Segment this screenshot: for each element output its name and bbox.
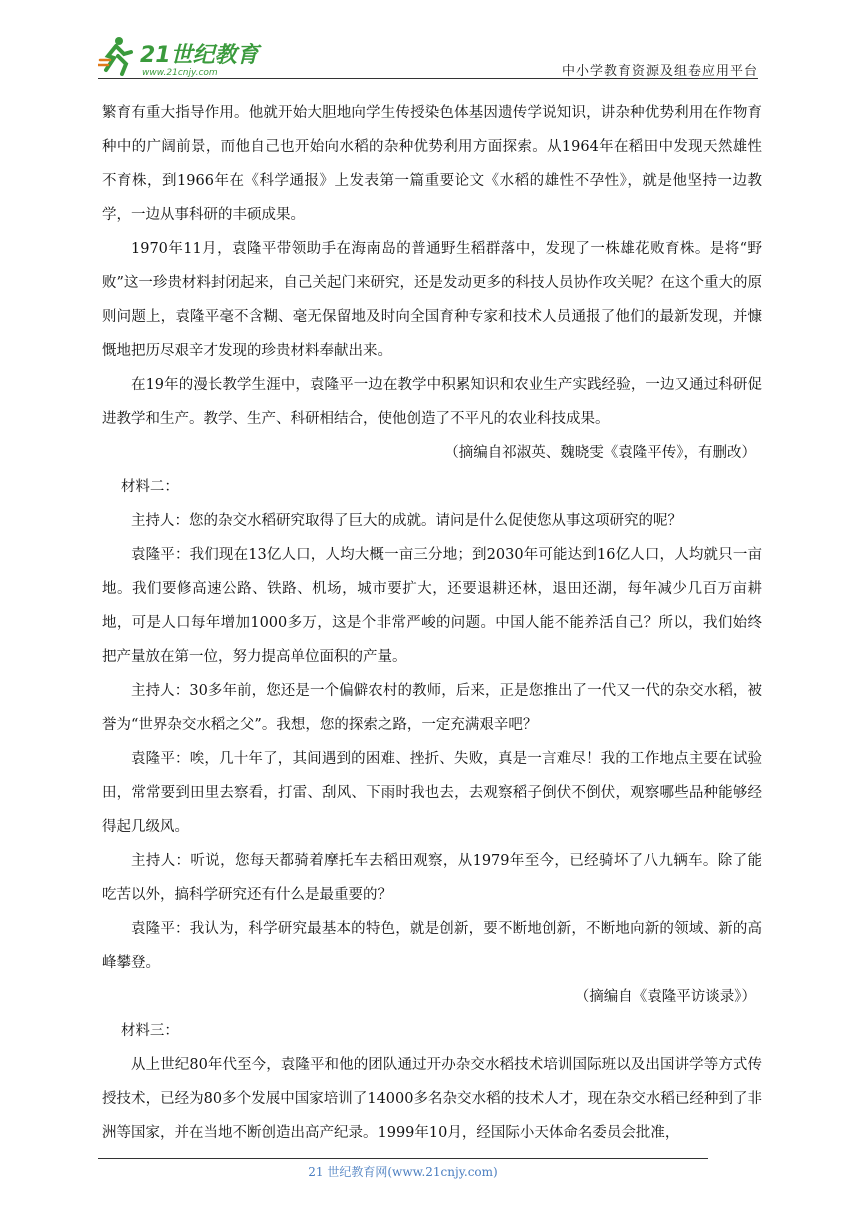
platform-name: 中小学教育资源及组卷应用平台	[561, 64, 758, 79]
paragraph: 从上世纪80年代至今，袁隆平和他的团队通过开办杂交水稻技术培训国际班以及出国讲学等方式传授技术，已经为80多个发展中国家培训了14000多名杂交水稻的技术人才，现在杂交水稻已经种到了非洲等国家，并在当地不断创造出高产纪录。1999年10月，经国际小天体命名委员会批准，	[102, 1057, 762, 1141]
paragraph: 在19年的漫长教学生涯中，袁隆平一边在教学中积累知识和农业生产实践经验，一边又通过科研促进教学和生产。教学、生产、科研相结合，使他创造了不平凡的农业科技成果。	[102, 377, 762, 427]
footer-link[interactable]: 21 世纪教育网(www.21cnjy.com)	[308, 1165, 498, 1179]
logo-text: 21世纪教育	[140, 43, 259, 68]
paragraph: 主持人：30多年前，您还是一个偏僻农村的教师，后来，正是您推出了一代又一代的杂交水稻，被誉为“世界杂交水稻之父”。我想，您的探索之路，一定充满艰辛吧？	[102, 683, 762, 733]
paragraph: 繁育有重大指导作用。他就开始大胆地向学生传授染色体基因遗传学说知识，讲杂种优势利用在作物育种中的广阔前景，而他自己也开始向水稻的杂种优势利用方面探索。从1964年在稻田中发现天然雄性不育株，到1966年在《科学通报》上发表第一篇重要论文《水稻的雄性不孕性》，就是他坚持一边教学，一边从事科研的丰硕成果。	[102, 105, 762, 223]
paragraph: 袁隆平：唉，几十年了，其间遇到的困难、挫折、失败，真是一言难尽！我的工作地点主要在试验田，常常要到田里去察看，打雷、刮风、下雨时我也去，去观察稻子倒伏不倒伏，观察哪些品种能够经得起几级风。	[102, 751, 762, 835]
paragraph: 袁隆平：我们现在13亿人口，人均大概一亩三分地；到2030年可能达到16亿人口，人均就只一亩地。我们要修高速公路、铁路、机场，城市要扩大，还要退耕还林，退田还湖，每年减少几百万亩耕地，可是人口每年增加1000多万，这是个非常严峻的问题。中国人能不能养活自己？所以，我们始终把产量放在第一位，努力提高单位面积的产量。	[102, 547, 762, 665]
site-logo	[98, 34, 268, 78]
paragraph: 主持人：听说，您每天都骑着摩托车去稻田观察，从1979年至今，已经骑坏了八九辆车。除了能吃苦以外，搞科学研究还有什么是最重要的？	[102, 853, 762, 903]
logo-url: www.21cnjy.com	[142, 68, 218, 78]
paragraph: 1970年11月，袁隆平带领助手在海南岛的普通野生稻群落中，发现了一株雄花败育株。是将“野败”这一珍贵材料封闭起来，自己关起门来研究，还是发动更多的科技人员协作攻关呢？在这个重大的原则问题上，袁隆平毫不含糊、毫无保留地及时向全国育种专家和技术人员通报了他们的最新发现，并慷慨地把历尽艰辛才发现的珍贵材料奉献出来。	[102, 241, 762, 359]
footer-divider	[98, 1158, 708, 1159]
header-divider	[98, 78, 758, 79]
article-body	[102, 96, 762, 1150]
source-citation: （摘编自祁淑英、魏晓雯《袁隆平传》，有删改）	[444, 445, 756, 461]
paragraph: 主持人：您的杂交水稻研究取得了巨大的成就。请问是什么促使您从事这项研究的呢？	[131, 513, 682, 529]
page-header	[98, 30, 758, 80]
section-label: 材料三：	[120, 1023, 179, 1039]
source-citation: （摘编自《袁隆平访谈录》）	[574, 989, 756, 1005]
paragraph: 袁隆平：我认为，科学研究最基本的特色，就是创新，要不断地创新，不断地向新的领域、新的高峰攀登。	[102, 921, 762, 971]
section-label: 材料二：	[120, 479, 179, 495]
